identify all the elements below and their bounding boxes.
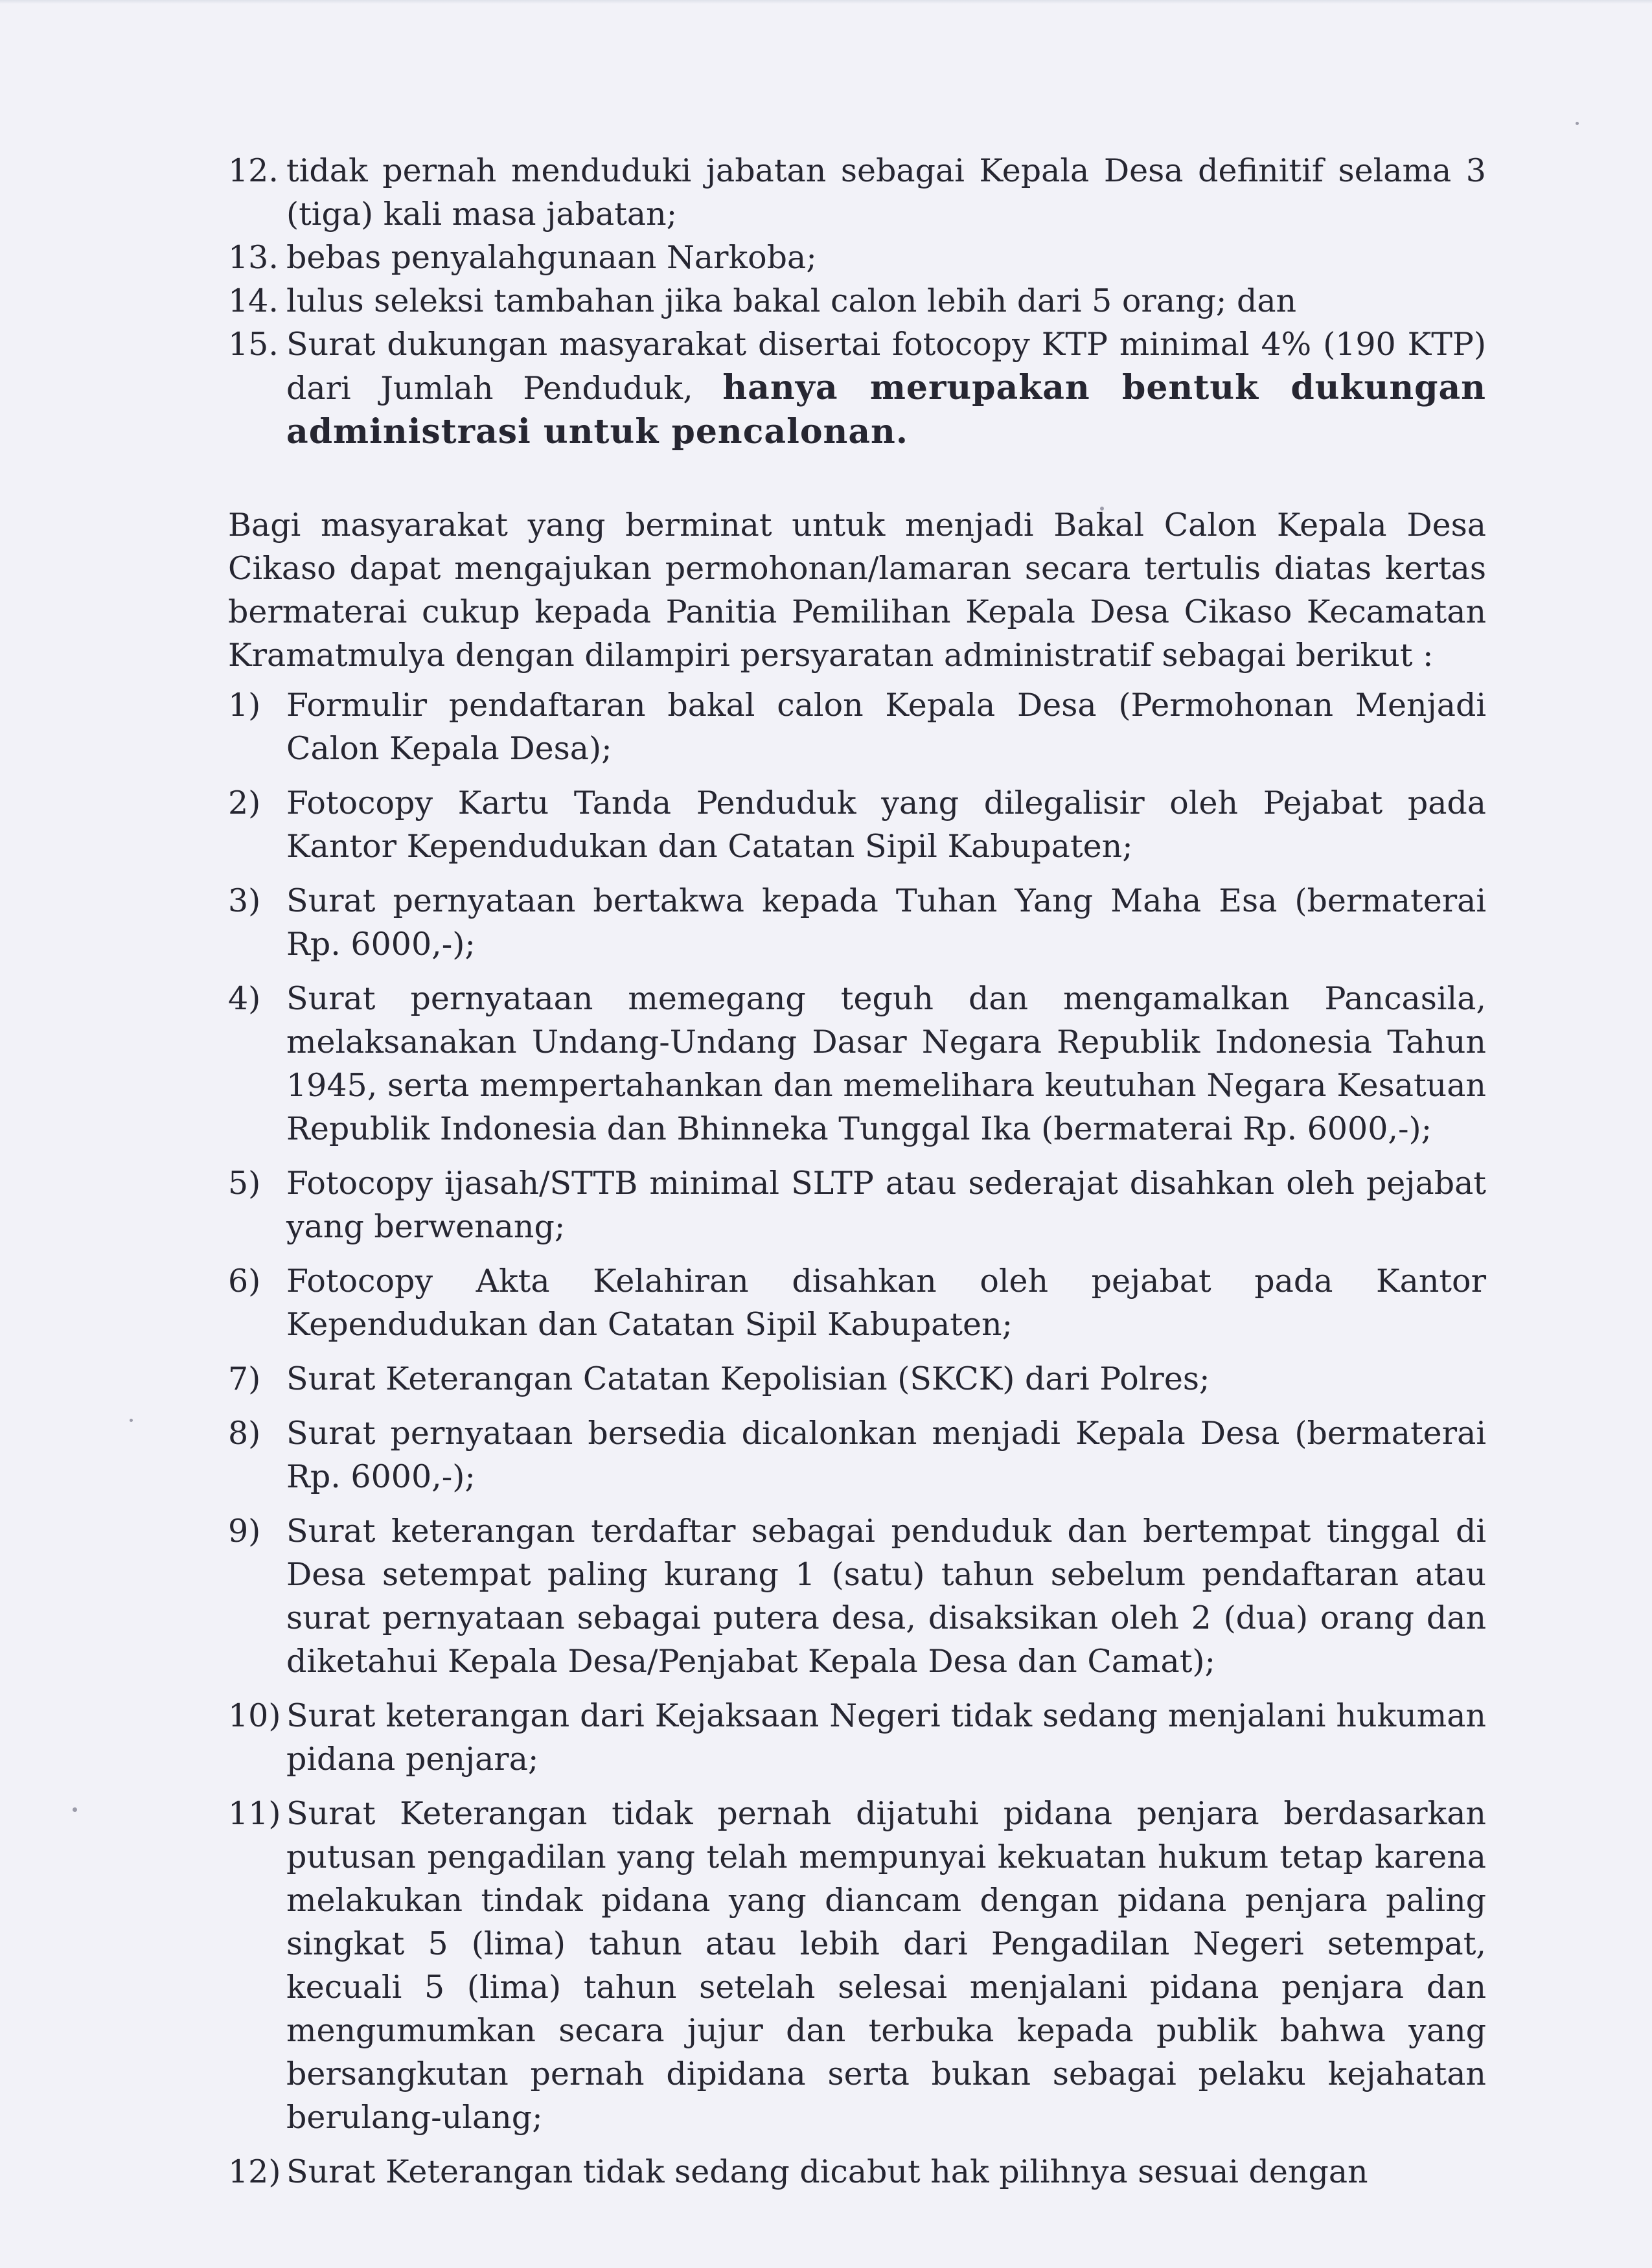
item-text: Surat Keterangan tidak pernah dijatuhi pidana penjara berdasarkan putusan pengadilan yang telah mempunyai kekuatan hukum tetap karena melakukan tindak pidana yang diancam dengan pidana penjara paling singkat 5 (lima) tahun atau lebih dari Pengadilan Negeri setempat, kecuali 5 (lima) tahun setelah selesai menjalani pidana penjara dan mengumumkan secara jujur dan terbuka kepada publik bahwa yang bersangkutan pernah dipidana serta bukan sebagai pelaku kejahatan berulang-ulang;: [286, 1795, 1486, 2136]
item-text: Fotocopy Akta Kelahiran disahkan oleh pejabat pada Kantor Kependudukan dan Catatan Sipil Kabupaten;: [286, 1263, 1486, 1343]
requirement-item: [228, 1357, 1486, 1401]
requirements-list: [228, 683, 1486, 2194]
item-text: Formulir pendaftaran bakal calon Kepala Desa (Permohonan Menjadi Calon Kepala Desa);: [286, 687, 1486, 767]
requirement-item: [228, 977, 1486, 1151]
requirement-item: [228, 1412, 1486, 1498]
item-text: tidak pernah menduduki jabatan sebagai Kepala Desa definitif selama 3 (tiga) kali masa jabatan;: [286, 152, 1486, 233]
requirement-item: [228, 1259, 1486, 1346]
item-number: 7): [228, 1360, 261, 1397]
item-text: Surat keterangan terdaftar sebagai penduduk dan bertempat tinggal di Desa setempat paling kurang 1 (satu) tahun sebelum pendaftaran atau surat pernyataan sebagai putera desa, disaksikan oleh 2 (dua) orang dan diketahui Kepala Desa/Penjabat Kepala Desa dan Camat);: [286, 1513, 1486, 1680]
item-text: Surat pernyataan bersedia dicalonkan menjadi Kepala Desa (bermaterai Rp. 6000,-);: [286, 1415, 1486, 1495]
item-number: 11): [228, 1795, 281, 1832]
item-number: 14.: [228, 282, 279, 319]
item-number: 15.: [228, 326, 279, 363]
requirement-item: [228, 781, 1486, 868]
scan-speck: [1576, 122, 1579, 125]
item-text: Fotocopy ijasah/STTB minimal SLTP atau sederajat disahkan oleh pejabat yang berwenang;: [286, 1165, 1486, 1245]
list-item: [228, 236, 1486, 279]
item-number: 5): [228, 1165, 261, 1202]
list-item: [228, 149, 1486, 236]
scan-edge: [0, 0, 1652, 4]
item-text: Surat Keterangan tidak sedang dicabut hak pilihnya sesuai dengan: [286, 2153, 1368, 2190]
scan-speck: [73, 1807, 77, 1812]
requirement-item: [228, 1694, 1486, 1781]
item-text: Surat keterangan dari Kejaksaan Negeri tidak sedang menjalani hukuman pidana penjara;: [286, 1697, 1486, 1778]
item-number: 12.: [228, 152, 279, 189]
requirement-item: [228, 879, 1486, 966]
requirement-item: [228, 2150, 1486, 2194]
item-number: 9): [228, 1513, 261, 1550]
item-number: 2): [228, 785, 261, 821]
item-text: Fotocopy Kartu Tanda Penduduk yang dilegalisir oleh Pejabat pada Kantor Kependudukan dan Catatan Sipil Kabupaten;: [286, 785, 1486, 865]
item-number: 10): [228, 1697, 281, 1734]
item-number: 3): [228, 882, 261, 919]
item-text-with-emphasis: [286, 323, 1486, 454]
item-number: 12): [228, 2153, 281, 2190]
item-number: 8): [228, 1415, 261, 1452]
eligibility-list-continued: [228, 149, 1486, 454]
item-text: Surat dukungan masyarakat disertai fotocopy KTP minimal 4% (190 KTP) dari Jumlah Penduduk,: [286, 326, 1486, 407]
item-text: Surat pernyataan memegang teguh dan mengamalkan Pancasila, melaksanakan Undang-Undang Dasar Negara Republik Indonesia Tahun 1945, serta mempertahankan dan memelihara keutuhan Negara Kesatuan Republik Indonesia dan Bhinneka Tunggal Ika (bermaterai Rp. 6000,-);: [286, 980, 1486, 1147]
requirement-item: [228, 1509, 1486, 1683]
list-item: [228, 279, 1486, 323]
requirement-item: [228, 683, 1486, 770]
item-number: 4): [228, 980, 261, 1017]
item-number: 6): [228, 1263, 261, 1300]
requirement-item: [228, 1162, 1486, 1248]
emphasis-text: hanya merupakan bentuk dukungan administrasi untuk pencalonan.: [286, 368, 1486, 452]
item-text: bebas penyalahgunaan Narkoba;: [286, 239, 817, 276]
item-text: Surat Keterangan Catatan Kepolisian (SKCK) dari Polres;: [286, 1360, 1210, 1397]
item-number: 1): [228, 687, 261, 724]
item-text: Surat pernyataan bertakwa kepada Tuhan Yang Maha Esa (bermaterai Rp. 6000,-);: [286, 882, 1486, 963]
item-text: lulus seleksi tambahan jika bakal calon lebih dari 5 orang; dan: [286, 282, 1297, 319]
document-body: [228, 149, 1486, 2205]
scan-speck: [130, 1419, 133, 1422]
requirement-item: [228, 1792, 1486, 2139]
item-number: 13.: [228, 239, 279, 276]
list-item: [228, 323, 1486, 454]
intro-paragraph: Bagi masyarakat yang berminat untuk menjadi Bakal Calon Kepala Desa Cikaso dapat mengajukan permohonan/lamaran secara tertulis diatas kertas bermaterai cukup kepada Panitia Pemilihan Kepala Desa Cikaso Kecamatan Kramatmulya dengan dilampiri persyaratan administratif sebagai berikut :: [228, 507, 1486, 674]
